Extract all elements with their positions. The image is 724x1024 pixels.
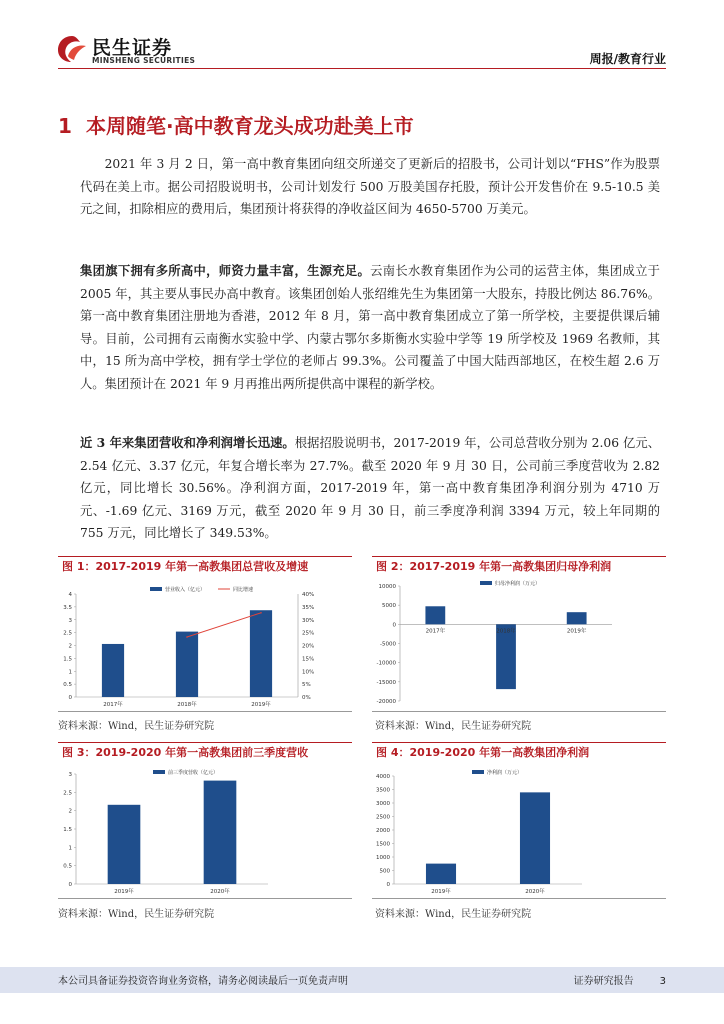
y2-tick-label: 20% xyxy=(302,643,315,650)
chart-3-q3-revenue xyxy=(58,762,352,898)
x-tick-label: 2020年 xyxy=(210,889,230,895)
y-tick-label: 2500 xyxy=(376,814,390,821)
figure-4-title: 图 4：2019-2020 年第一高教集团净利润 xyxy=(372,742,666,763)
paragraph-3-lead: 近 3 年来集团营收和净利润增长迅速。 xyxy=(80,435,295,450)
x-tick-label: 2019年 xyxy=(251,702,271,708)
y2-tick-label: 40% xyxy=(302,592,315,598)
figure-1-box xyxy=(58,576,352,712)
figure-4-source: 资料来源：Wind，民生证券研究院 xyxy=(375,909,532,920)
page-number: 3 xyxy=(659,976,666,987)
y-tick-label: -15000 xyxy=(376,679,396,686)
legend-label: 前三季度营收（亿元） xyxy=(168,770,219,776)
y-tick-label: 1500 xyxy=(376,841,390,848)
y-tick-label: -20000 xyxy=(376,699,396,705)
legend-swatch xyxy=(480,581,492,585)
legend-swatch xyxy=(472,770,484,774)
chart-1-revenue-growth xyxy=(58,576,352,711)
report-type: 周报/教育行业 xyxy=(589,52,666,66)
x-tick-label: 2020年 xyxy=(525,889,545,895)
y-tick-label: 500 xyxy=(379,868,390,875)
y-tick-label: 4 xyxy=(68,592,72,598)
y-tick-label: 2 xyxy=(68,808,72,815)
figure-1-source: 资料来源：Wind，民生证券研究院 xyxy=(58,721,215,732)
y2-tick-label: 15% xyxy=(302,656,315,663)
x-tick-label: 2017年 xyxy=(425,628,446,635)
paragraph-1 xyxy=(80,153,660,221)
bar xyxy=(108,805,141,884)
y-tick-label: 5000 xyxy=(382,603,396,610)
figure-3-source: 资料来源：Wind，民生证券研究院 xyxy=(58,909,215,920)
figure-3-box xyxy=(58,762,352,899)
x-tick-label: 2018年 xyxy=(496,628,516,635)
footer-right xyxy=(548,972,666,987)
footer-report-label: 证券研究报告 xyxy=(573,976,634,987)
figure-2-title: 图 2：2017-2019 年第一高教集团归母净利润 xyxy=(372,556,666,577)
y-tick-label: 1.5 xyxy=(63,827,72,833)
legend-label: 归母净利润（万元） xyxy=(495,581,541,587)
y2-tick-label: 25% xyxy=(302,630,315,637)
y-tick-label: 0 xyxy=(386,882,390,888)
y-tick-label: 2 xyxy=(68,643,72,650)
y-tick-label: 0 xyxy=(392,622,396,629)
logo-chinese-name: 民生证券 xyxy=(92,37,173,59)
legend-label-line: 同比增速 xyxy=(233,587,254,593)
y-tick-label: 0.5 xyxy=(63,863,72,870)
y-tick-label: 4000 xyxy=(376,774,390,780)
y2-tick-label: 0% xyxy=(302,695,311,701)
x-tick-label: 2018年 xyxy=(177,702,197,708)
footer-disclaimer: 本公司具备证券投资咨询业务资格，请务必阅读最后一页免责声明 xyxy=(58,976,348,987)
bar xyxy=(204,781,237,884)
y-tick-label: 0.5 xyxy=(63,682,72,689)
y-tick-label: 3 xyxy=(68,617,72,624)
y-tick-label: 1 xyxy=(68,845,72,852)
legend-swatch xyxy=(150,587,162,591)
y2-tick-label: 35% xyxy=(302,604,315,611)
legend-swatch xyxy=(153,770,165,774)
figure-4-box xyxy=(372,762,666,899)
legend-label: 营业收入（亿元） xyxy=(165,587,206,593)
paragraph-2-lead: 集团旗下拥有多所高中，师资力量丰富，生源充足。 xyxy=(80,263,371,278)
y-tick-label: 1 xyxy=(68,669,72,676)
bar xyxy=(176,632,198,697)
bar xyxy=(426,864,456,884)
y-tick-label: 10000 xyxy=(378,584,396,590)
figure-1-title: 图 1：2017-2019 年第一高教集团总营收及增速 xyxy=(58,556,352,577)
y2-tick-label: 30% xyxy=(302,617,315,624)
header-divider xyxy=(58,68,666,69)
y-tick-label: 0 xyxy=(68,695,72,701)
chart-2-net-profit xyxy=(372,576,666,711)
x-tick-label: 2019年 xyxy=(566,628,587,635)
paragraph-1-text: 2021 年 3 月 2 日，第一高中教育集团向纽交所递交了更新后的招股书，公司计划以“FHS”作为股票代码在美上市。据公司招股说明书，公司计划发行 500 万股美国存托股，预计公开发售价在 9.5-10.5 美元之间，扣除相应的费用后，集团预计将获得的净收益区间为 4650-5700 万美元。 xyxy=(80,157,660,216)
section-title xyxy=(58,110,414,139)
legend-label: 净利润（万元） xyxy=(487,770,523,776)
bar xyxy=(520,792,550,884)
x-tick-label: 2019年 xyxy=(114,889,134,895)
y-tick-label: 3500 xyxy=(376,787,390,794)
y-tick-label: 2.5 xyxy=(63,630,72,637)
growth-point xyxy=(186,636,188,638)
paragraph-3-text: 根据招股说明书，2017-2019 年，公司总营收分别为 2.06 亿元、2.54 亿元、3.37 亿元，年复合增长率为 27.7%。截至 2020 年 9 月 30 日，公司前三季度营收为 2.82 亿元，同比增长 30.56%。净利润方面，2017-2019 年，第一高中教育集团净利润分别为 4710 万元、-1.69 亿元、3169 万元，截至 2020 年 9 月 30 日，前三季度净利润 3394 万元，较上年同期的 755 万元，同比增长了 349.53%。 xyxy=(80,436,660,540)
section-number: 1 xyxy=(58,114,72,138)
minsheng-logo-icon xyxy=(56,34,88,64)
y-tick-label: 2000 xyxy=(376,828,390,834)
growth-point xyxy=(260,612,262,614)
bar xyxy=(425,606,445,624)
y2-tick-label: 5% xyxy=(302,682,311,689)
x-tick-label: 2019年 xyxy=(431,889,451,895)
y-tick-label: 1000 xyxy=(376,855,390,861)
y-tick-label: 3000 xyxy=(376,801,390,807)
chart-4-net-profit-q3 xyxy=(372,762,666,898)
logo-english-name: MINSHENG SECURITIES xyxy=(92,56,196,65)
y-tick-label: -5000 xyxy=(380,641,396,648)
bar xyxy=(567,612,587,624)
y-tick-label: 2.5 xyxy=(63,790,72,797)
bar xyxy=(250,610,272,697)
y2-tick-label: 10% xyxy=(302,669,315,676)
paragraph-2 xyxy=(80,260,660,395)
y-tick-label: 3 xyxy=(68,772,72,778)
paragraph-2-text: 云南长水教育集团作为公司的运营主体，集团成立于 2005 年，其主要从事民办高中教育。该集团创始人张绍维先生为集团第一大股东，持股比例达 86.76%。第一高中教育集团注册地为香港，2012 年 8 月，第一高中教育集团成立了第一所学校，主要提供课后辅导。目前，公司拥有云南衡水实验中学、内蒙古鄂尔多斯衡水实验中学等 19 所学校及 1969 名教师，其中，15 所为高中学校，拥有学士学位的老师占 99.3%。公司覆盖了中国大陆西部地区，在校生超 2.6 万人。集团预计在 2021 年 9 月再推出两所提供高中课程的新学校。 xyxy=(80,264,660,391)
section-title-text: 本周随笔·高中教育龙头成功赴美上市 xyxy=(86,114,414,138)
x-tick-label: 2017年 xyxy=(103,702,123,708)
y-tick-label: 0 xyxy=(68,882,72,888)
bar xyxy=(102,644,124,697)
y-tick-label: 3.5 xyxy=(63,604,72,611)
y-tick-label: 1.5 xyxy=(63,656,72,663)
y-tick-label: -10000 xyxy=(376,660,396,667)
figure-2-source: 资料来源：Wind，民生证券研究院 xyxy=(375,721,532,732)
paragraph-3 xyxy=(80,432,660,545)
figure-2-box xyxy=(372,576,666,712)
figure-3-title: 图 3：2019-2020 年第一高教集团前三季度营收 xyxy=(58,742,352,763)
